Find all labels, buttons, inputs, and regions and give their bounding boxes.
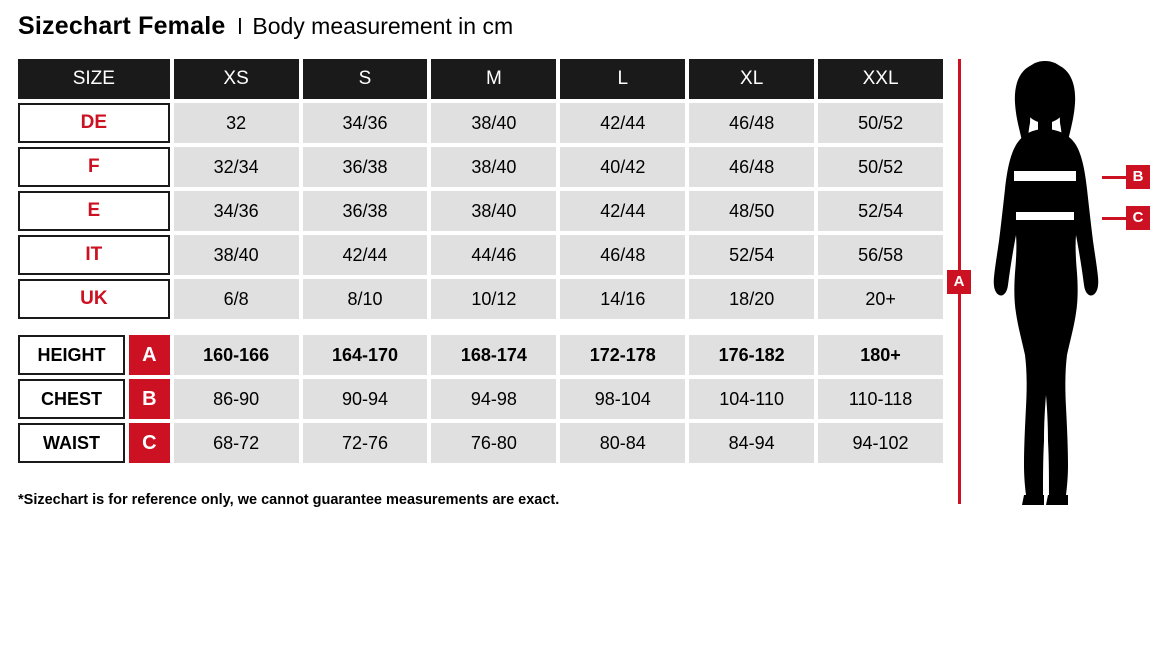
cell-de-s: 34/36 xyxy=(303,103,428,143)
table-header-row xyxy=(18,59,943,99)
cell-uk-s: 8/10 xyxy=(303,279,428,319)
header-size-label: SIZE xyxy=(18,59,170,99)
cell-e-l: 42/44 xyxy=(560,191,685,231)
marker-c: C xyxy=(1126,206,1150,230)
cell-e-m: 38/40 xyxy=(431,191,556,231)
title-main: Sizechart Female xyxy=(18,12,226,40)
table-row xyxy=(18,147,943,187)
cell-de-xxl: 50/52 xyxy=(818,103,943,143)
cell-chest-l: 98-104 xyxy=(560,379,685,419)
cell-height-xxl: 180+ xyxy=(818,335,943,375)
cell-chest-s: 90-94 xyxy=(303,379,428,419)
cell-de-xs: 32 xyxy=(174,103,299,143)
cell-f-l: 40/42 xyxy=(560,147,685,187)
cell-e-s: 36/38 xyxy=(303,191,428,231)
cell-waist-m: 76-80 xyxy=(431,423,556,463)
cell-waist-xs: 68-72 xyxy=(174,423,299,463)
cell-it-s: 42/44 xyxy=(303,235,428,275)
figure-diagram xyxy=(940,55,1160,510)
cell-waist-s: 72-76 xyxy=(303,423,428,463)
row-label-waist: WAIST xyxy=(18,423,125,463)
cell-uk-xxl: 20+ xyxy=(818,279,943,319)
cell-de-xl: 46/48 xyxy=(689,103,814,143)
footnote: *Sizechart is for reference only, we cannot guarantee measurements are exact. xyxy=(18,492,560,508)
cell-uk-m: 10/12 xyxy=(431,279,556,319)
table-row xyxy=(18,191,943,231)
cell-chest-xxl: 110-118 xyxy=(818,379,943,419)
size-table xyxy=(18,59,943,467)
cell-height-xs: 160-166 xyxy=(174,335,299,375)
cell-height-s: 164-170 xyxy=(303,335,428,375)
cell-uk-xl: 18/20 xyxy=(689,279,814,319)
row-label-it: IT xyxy=(18,235,170,275)
header-size-xl: XL xyxy=(689,59,814,99)
cell-it-m: 44/46 xyxy=(431,235,556,275)
table-row xyxy=(18,235,943,275)
cell-height-m: 168-174 xyxy=(431,335,556,375)
cell-it-xxl: 56/58 xyxy=(818,235,943,275)
cell-e-xl: 48/50 xyxy=(689,191,814,231)
header-size-l: L xyxy=(560,59,685,99)
cell-height-l: 172-178 xyxy=(560,335,685,375)
row-key-waist-c: C xyxy=(129,423,170,463)
title-separator: l xyxy=(237,14,243,39)
row-label-chest: CHEST xyxy=(18,379,125,419)
header-size-m: M xyxy=(431,59,556,99)
female-silhouette-icon xyxy=(970,55,1120,510)
row-key-height-a: A xyxy=(129,335,170,375)
cell-it-xs: 38/40 xyxy=(174,235,299,275)
cell-waist-xl: 84-94 xyxy=(689,423,814,463)
cell-f-xs: 32/34 xyxy=(174,147,299,187)
cell-it-l: 46/48 xyxy=(560,235,685,275)
table-row xyxy=(18,379,943,419)
cell-chest-xs: 86-90 xyxy=(174,379,299,419)
cell-chest-m: 94-98 xyxy=(431,379,556,419)
row-label-de: DE xyxy=(18,103,170,143)
marker-b: B xyxy=(1126,165,1150,189)
row-label-height: HEIGHT xyxy=(18,335,125,375)
cell-de-m: 38/40 xyxy=(431,103,556,143)
page-title xyxy=(18,12,513,41)
cell-f-xl: 46/48 xyxy=(689,147,814,187)
table-row xyxy=(18,103,943,143)
cell-f-s: 36/38 xyxy=(303,147,428,187)
row-label-f: F xyxy=(18,147,170,187)
header-size-s: S xyxy=(303,59,428,99)
cell-uk-l: 14/16 xyxy=(560,279,685,319)
cell-de-l: 42/44 xyxy=(560,103,685,143)
table-row xyxy=(18,279,943,319)
row-key-chest-b: B xyxy=(129,379,170,419)
cell-chest-xl: 104-110 xyxy=(689,379,814,419)
cell-waist-xxl: 94-102 xyxy=(818,423,943,463)
row-label-uk: UK xyxy=(18,279,170,319)
cell-it-xl: 52/54 xyxy=(689,235,814,275)
table-row xyxy=(18,335,943,375)
header-size-xxl: XXL xyxy=(818,59,943,99)
cell-e-xxl: 52/54 xyxy=(818,191,943,231)
cell-f-m: 38/40 xyxy=(431,147,556,187)
title-subtitle: Body measurement in cm xyxy=(252,13,514,39)
cell-waist-l: 80-84 xyxy=(560,423,685,463)
row-label-e: E xyxy=(18,191,170,231)
cell-height-xl: 176-182 xyxy=(689,335,814,375)
marker-a: A xyxy=(947,270,971,294)
cell-e-xs: 34/36 xyxy=(174,191,299,231)
header-size-xs: XS xyxy=(174,59,299,99)
table-row xyxy=(18,423,943,463)
table-section-divider xyxy=(18,323,943,335)
cell-f-xxl: 50/52 xyxy=(818,147,943,187)
cell-uk-xs: 6/8 xyxy=(174,279,299,319)
